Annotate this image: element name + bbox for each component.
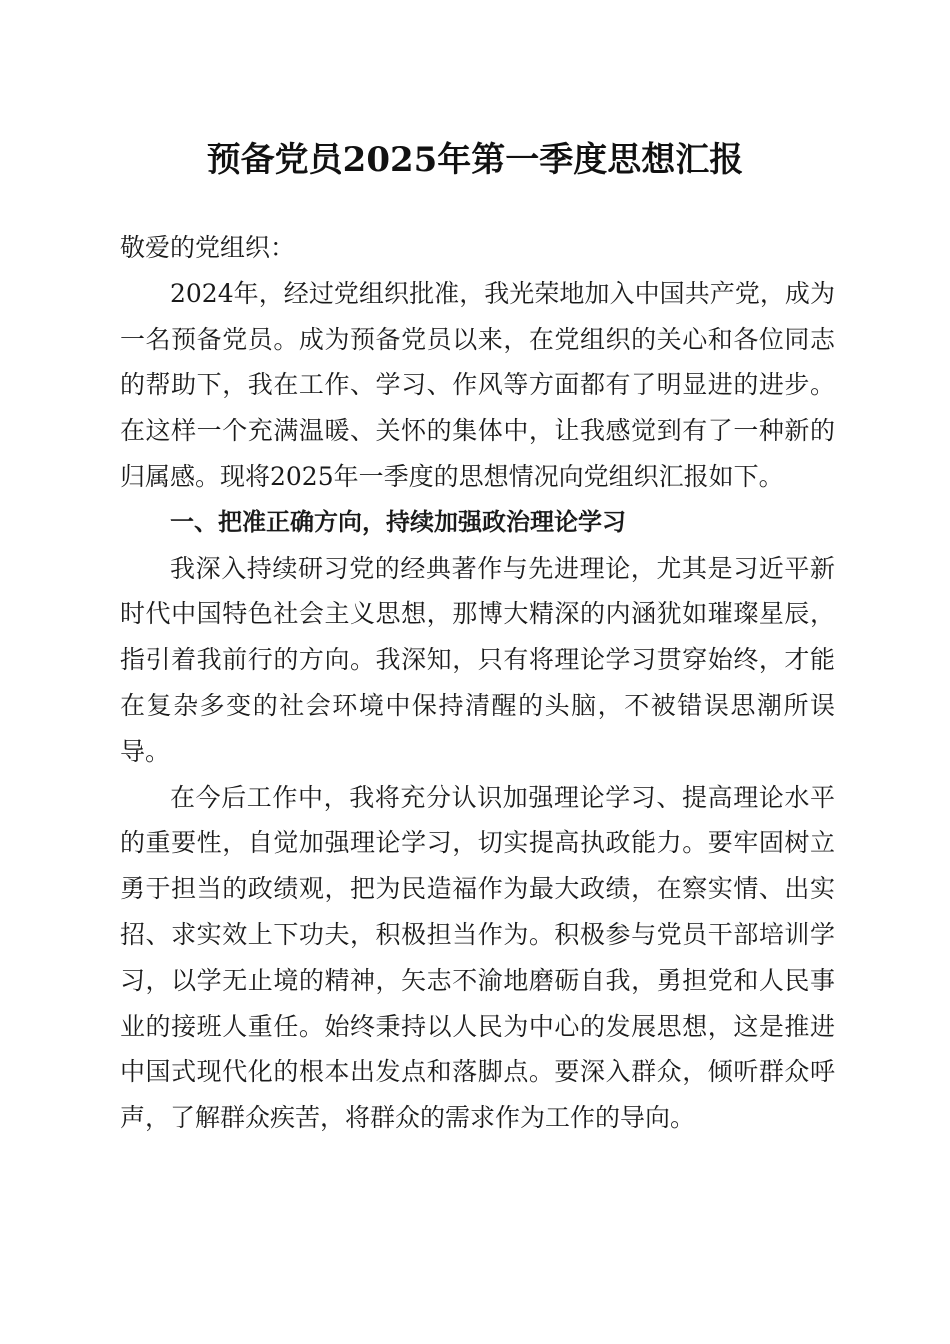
section-heading-1: 一、把准正确方向，持续加强政治理论学习: [170, 507, 626, 536]
salutation: 敬爱的党组织：: [120, 233, 296, 262]
section1-paragraph-1: 我深入持续研习党的经典著作与先进理论，尤其是习近平新时代中国特色社会主义思想，那博大精深的内涵犹如璀璨星辰，指引着我前行的方向。我深知，只有将理论学习贯穿始终，才能在复杂多变的社会环境中保持清醒的头脑，不被错误思潮所误导。: [120, 553, 835, 766]
document-title: 预备党员2025年第一季度思想汇报: [206, 140, 744, 180]
intro-paragraph: 2024年，经过党组织批准，我光荣地加入中国共产党，成为一名预备党员。成为预备党员以来，在党组织的关心和各位同志的帮助下，我在工作、学习、作风等方面都有了明显进的进步。在这样一个充满温暖、关怀的集体中，让我感觉到有了一种新的归属感。现将2025年一季度的思想情况向党组织汇报如下。: [120, 278, 835, 491]
section1-paragraph-2: 在今后工作中，我将充分认识加强理论学习、提高理论水平的重要性，自觉加强理论学习，切实提高执政能力。要牢固树立勇于担当的政绩观，把为民造福作为最大政绩，在察实情、出实招、求实效上下功夫，积极担当作为。积极参与党员干部培训学习，以学无止境的精神，矢志不渝地磨砺自我，勇担党和人民事业的接班人重任。始终秉持以人民为中心的发展思想，这是推进中国式现代化的根本出发点和落脚点。要深入群众，倾听群众呼声，了解群众疾苦，将群众的需求作为工作的导向。: [120, 782, 835, 1133]
document-body: [120, 225, 835, 1141]
